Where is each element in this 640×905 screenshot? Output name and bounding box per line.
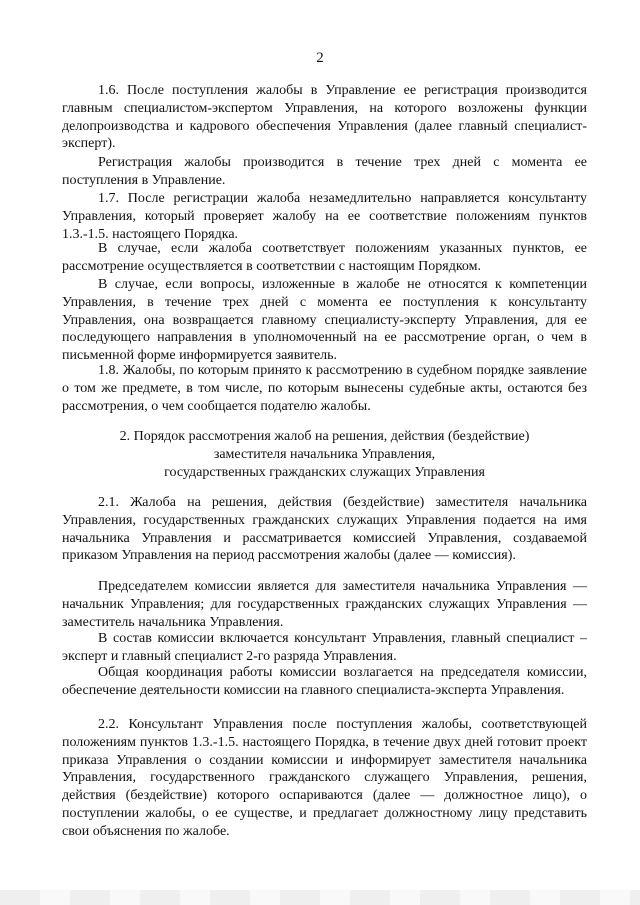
paragraph-chairman: Председателем комиссии является для заместителя начальника Управления — начальник Управления; для государственных гражданских служащих Управления — заместитель начальника Управления. (62, 579, 587, 630)
paragraph-1-6: 1.6. После поступления жалобы в Управление ее регистрация производится главным специалистом-экспертом Управления, на которого возложены функции делопроизводства и кадрового обеспечения Управления (далее главный специалист-эксперт). (62, 83, 587, 152)
paragraph-registration: Регистрация жалобы производится в течение трех дней с момента ее поступления в Управление. (62, 155, 587, 188)
page-number: 2 (316, 50, 324, 66)
paragraph-compliance: В случае, если жалоба соответствует положениям указанных пунктов, ее рассмотрение осуществляется в соответствии с настоящим Порядком. (62, 241, 587, 274)
section-2-heading-line-3: государственных гражданских служащих Управления (164, 464, 485, 480)
section-2-heading-line-1: 2. Порядок рассмотрения жалоб на решения, действия (бездействие) (119, 429, 530, 444)
paragraph-coordination: Общая координация работы комиссии возлагается на председателя комиссии, обеспечение деятельности комиссии на главного специалиста-эксперта Управления. (62, 665, 587, 698)
paragraph-commission-members: В состав комиссии включается консультант Управления, главный специалист – эксперт и главный специалист 2-го разряда Управления. (62, 631, 587, 664)
paragraph-not-competent: В случае, если вопросы, изложенные в жалобе не относятся к компетенции Управления, в течение трех дней с момента ее поступления к консультанту Управления, она возвращается главному специалисту-эксперту Управления, для ее последующего направления в уполномоченный на ее рассмотрение орган, о чем в письменной форме информируется заявитель. (62, 277, 587, 364)
section-2-heading (62, 428, 587, 481)
paragraph-1-8: 1.8. Жалобы, по которым принято к рассмотрению в судебном порядке заявление о том же предмете, в том числе, по которым вынесены судебные акты, остаются без рассмотрения, о чем сообщается подателю жалобы. (62, 363, 587, 414)
paragraph-2-2: 2.2. Консультант Управления после поступления жалобы, соответствующей положениям пунктов 1.3.-1.5. настоящего Порядка, в течение двух дней готовит проект приказа Управления о создании комиссии и информирует заместителя начальника Управления, государственного гражданского служащего Управления, решения, действия (бездействие) которого оспариваются (далее — должностное лицо), о поступлении жалобы, о ее существе, и предлагает должностному лицу представить свои объяснения по жалобе. (62, 717, 587, 839)
section-2-heading-line-2: заместителя начальника Управления, (213, 446, 436, 462)
paragraph-1-7: 1.7. После регистрации жалоба незамедлительно направляется консультанту Управления, который проверяет жалобу на ее соответствие положениям пунктов 1.3.-1.5. настоящего Порядка. (62, 191, 587, 242)
paragraph-2-1: 2.1. Жалоба на решения, действия (бездействие) заместителя начальника Управления, государственных гражданских служащих Управления подается на имя начальника Управления и рассматривается комиссией Управления, создаваемой приказом Управления на период рассмотрения жалобы (далее — комиссия). (62, 495, 587, 564)
scan-bottom-artifact (0, 890, 640, 905)
